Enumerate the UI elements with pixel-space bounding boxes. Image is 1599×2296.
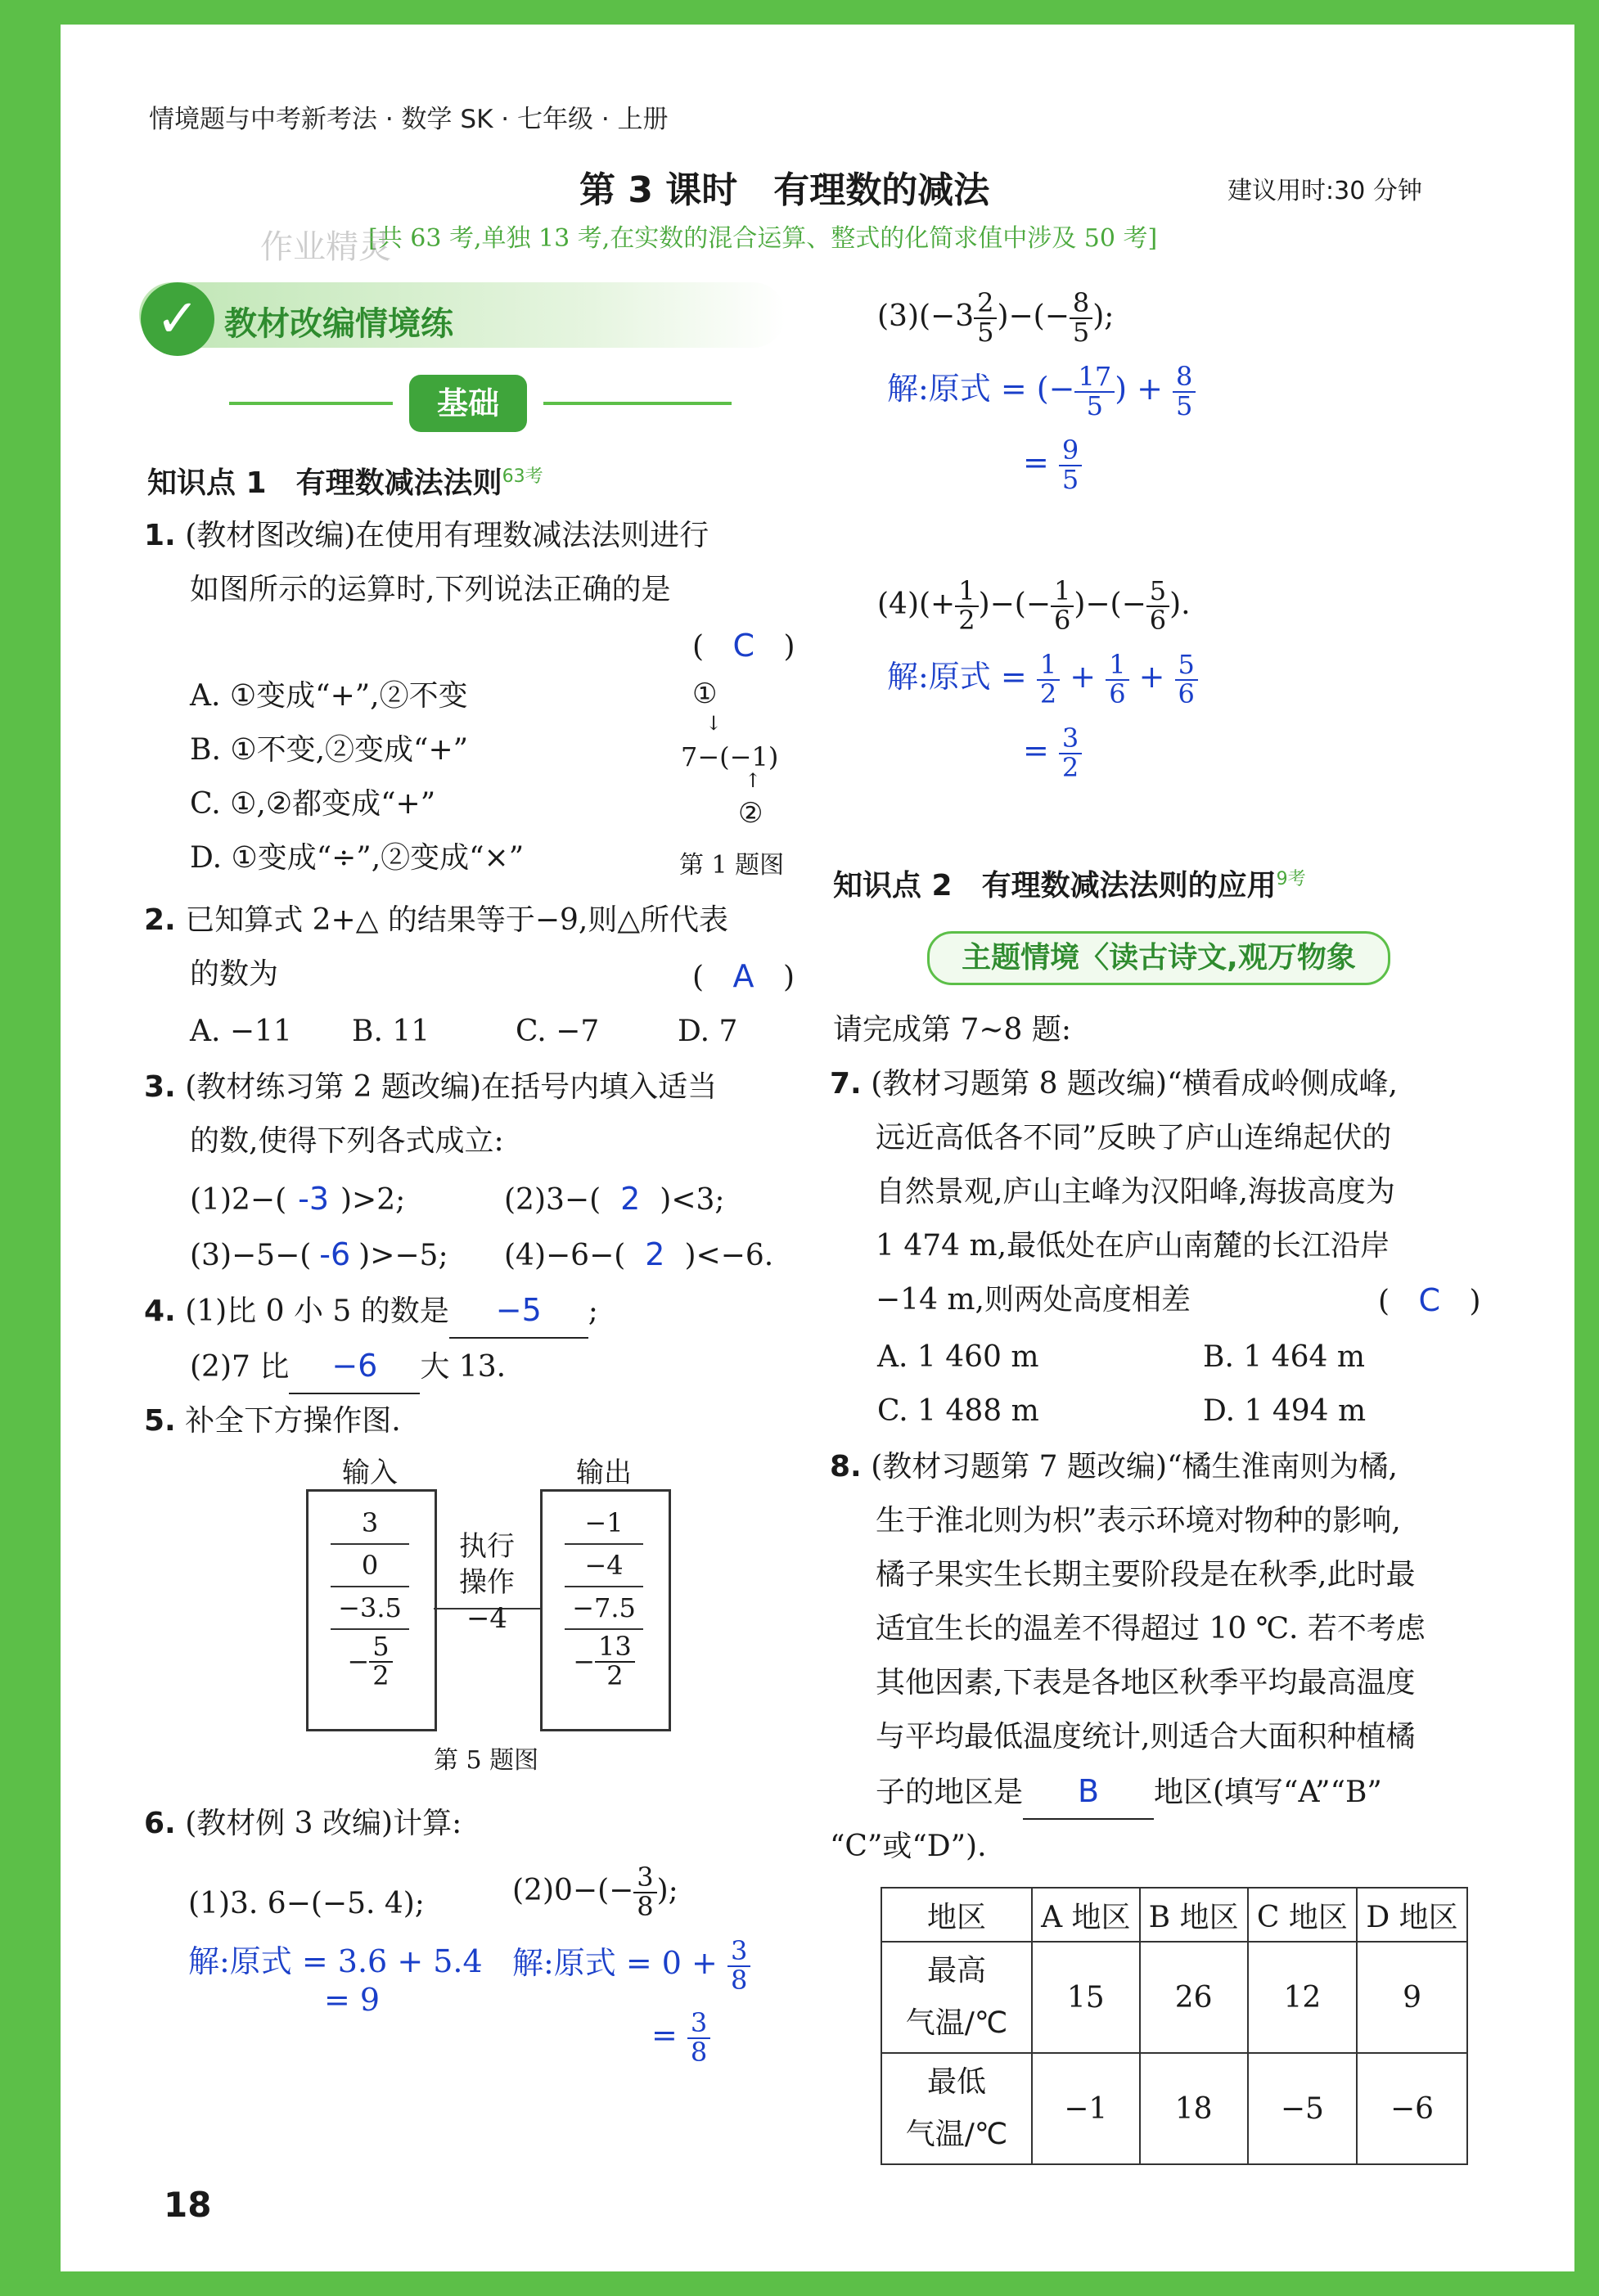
frac-den: 2 xyxy=(1039,678,1057,709)
q2-option-a: A. −11 xyxy=(190,1015,292,1048)
q7-number: 7. xyxy=(830,1067,862,1101)
theme-text: 读古诗文,观万物象 xyxy=(1109,941,1356,975)
frac-den: 5 xyxy=(1072,317,1090,348)
question-1 xyxy=(144,509,799,617)
book-title: 情境题与中考新考法 · 数学 SK · 七年级 · 上册 xyxy=(149,105,669,134)
q3-p1-suffix: )>2; xyxy=(340,1183,406,1217)
table-cell: −5 xyxy=(1248,2053,1357,2164)
label-line: 最高 xyxy=(926,1954,986,1988)
table-header: 地区 xyxy=(881,1888,1032,1942)
q2-line2: 的数为 xyxy=(190,957,279,991)
q3-p2-suffix: )<3; xyxy=(660,1183,725,1217)
q4-number: 4. xyxy=(144,1294,176,1328)
q3-line2: 的数,使得下列各式成立: xyxy=(190,1124,504,1158)
label-line: 最低 xyxy=(926,2065,986,2099)
q2-number: 2. xyxy=(144,903,176,937)
kp1-label: 知识点 1 有理数减法法则 xyxy=(147,466,502,500)
frac-den: 6 xyxy=(1053,605,1071,636)
q6-text: (教材例 3 改编)计算: xyxy=(185,1807,462,1840)
q6-number: 6. xyxy=(144,1807,176,1840)
watermark: 作业精灵 xyxy=(260,228,391,266)
q6-p4-suffix: ). xyxy=(1169,588,1191,621)
frac-num: 1 xyxy=(955,578,978,607)
q6-p2-suffix: ); xyxy=(656,1874,678,1907)
q7-answer: C xyxy=(1418,1282,1441,1318)
label-line: 气温/℃ xyxy=(905,2118,1008,2151)
q3-p3-suffix: )>−5; xyxy=(358,1239,448,1272)
q6-p4-solution: 解:原式 = $\frac{1}{2}$ + $\frac{1}{6}$ + $\frac{5}{6}$ xyxy=(887,651,1198,708)
q2-answer-bracket xyxy=(692,949,795,1005)
q1-fig-marker-2: ② xyxy=(738,797,763,830)
checkmark-icon: ✓ xyxy=(141,282,214,356)
q8-line5: 其他因素,下表是各地区秋季平均最高温度 xyxy=(876,1666,1416,1699)
q4-part2 xyxy=(190,1339,506,1394)
q5-input-2: 0 xyxy=(331,1545,409,1587)
q8-number: 8. xyxy=(830,1450,862,1483)
q3-part3 xyxy=(190,1227,448,1283)
frac-den: 5 xyxy=(1086,389,1103,421)
q4-p1-answer: −5 xyxy=(449,1283,588,1339)
q5-output-1: −1 xyxy=(565,1502,643,1545)
q6-p4-sol-label: 解:原式 = xyxy=(887,659,1027,696)
q7-option-c: C. 1 488 m xyxy=(877,1394,1039,1428)
q5-text: 补全下方操作图. xyxy=(185,1404,401,1438)
suggested-time: 建议用时:30 分钟 xyxy=(1227,177,1422,205)
q3-part1 xyxy=(190,1172,405,1227)
q8-line1: (教材习题第 7 题改编)“橘生淮南则为橘, xyxy=(871,1450,1398,1483)
table-row xyxy=(881,1942,1467,2053)
q6-p1-solution: 解:原式 = 3.6 + 5.4 xyxy=(188,1943,483,1979)
q7-option-d: D. 1 494 m xyxy=(1203,1394,1367,1428)
q1-fig-caption: 第 1 题图 xyxy=(679,851,785,880)
q6-p3-solution xyxy=(887,363,1196,420)
q7-line4: 1 474 m,最低处在庐山南麓的长江沿岸 xyxy=(876,1229,1390,1263)
q3-p4-suffix: )<−6. xyxy=(684,1239,774,1272)
q4-p1-prefix: (1)比 0 小 5 的数是 xyxy=(185,1294,449,1328)
frac-den: 2 xyxy=(1061,751,1079,783)
frac-num: 9 xyxy=(1059,437,1082,466)
q5-number: 5. xyxy=(144,1404,176,1438)
table-row-label xyxy=(881,2053,1032,2164)
q1-answer: C xyxy=(732,628,755,664)
q5-output-2: −4 xyxy=(565,1545,643,1587)
kp2-count: 9考 xyxy=(1276,869,1306,889)
kp1-title xyxy=(147,460,543,502)
table-cell: −1 xyxy=(1032,2053,1140,2164)
lesson-title: 第 3 课时 有理数的减法 xyxy=(579,169,990,211)
q3-part2 xyxy=(504,1172,725,1227)
frac-den: 2 xyxy=(958,605,975,636)
table-header: B 地区 xyxy=(1140,1888,1248,1942)
q6-p2-solution xyxy=(512,1935,750,1996)
q1-number: 1. xyxy=(144,519,176,552)
q6-p1-result: = 9 xyxy=(324,1982,381,2018)
q1-answer-bracket xyxy=(692,619,795,674)
question-6 xyxy=(144,1797,462,1851)
q5-op-line2: 操作 xyxy=(459,1566,515,1599)
frac-den: 6 xyxy=(1178,678,1195,709)
frac-num: 1 xyxy=(1106,651,1128,681)
q3-p1-prefix: (1)2−( xyxy=(190,1183,287,1217)
q3-part4 xyxy=(504,1227,773,1283)
q6-p2-sol-label: 解:原式 = 0 + xyxy=(512,1945,718,1982)
table-cell: 18 xyxy=(1140,2053,1248,2164)
exam-stat: [共 63 考,单独 13 考,在实数的混合运算、整式的化简求值中涉及 50 考] xyxy=(368,224,1158,253)
frac-num: 2 xyxy=(974,290,997,319)
q3-number: 3. xyxy=(144,1070,176,1104)
frac-num: 1 xyxy=(1037,651,1060,681)
q3-p4-answer: 2 xyxy=(645,1236,665,1272)
q3-p2-answer: 2 xyxy=(620,1181,641,1217)
q3-p4-prefix: (4)−6−( xyxy=(504,1239,626,1272)
q7-line1: (教材习题第 8 题改编)“横看成岭侧成峰, xyxy=(871,1067,1398,1101)
paren-close: ) xyxy=(783,630,795,664)
q1-option-b: B. ①不变,②变成“+” xyxy=(190,733,469,767)
q5-input-label: 输入 xyxy=(342,1456,398,1489)
theme-intro: 请完成第 7~8 题: xyxy=(833,1013,1071,1047)
question-4 xyxy=(144,1283,598,1339)
q8-last-suffix: 地区(填写“A”“B” xyxy=(1154,1776,1382,1809)
table-cell: 12 xyxy=(1248,1942,1357,2053)
temperature-table xyxy=(881,1887,1468,2165)
question-8 xyxy=(830,1440,1501,1874)
q5-op-value: −4 xyxy=(466,1602,508,1635)
q5-output-label: 输出 xyxy=(576,1456,632,1489)
q6-p3-sol-mid: ) + xyxy=(1115,371,1163,407)
divider xyxy=(229,402,393,405)
page-border xyxy=(25,25,61,2271)
arrow-down-icon: ↓ xyxy=(705,712,723,735)
q7-line2: 远近高低各不同”反映了庐山连绵起伏的 xyxy=(876,1121,1392,1155)
q6-part1: (1)3. 6−(−5. 4); xyxy=(188,1887,425,1920)
q6-p4-mid2: )−(− xyxy=(1074,588,1146,621)
table-header: A 地区 xyxy=(1032,1888,1140,1942)
q5-inputs xyxy=(331,1502,409,1690)
frac-den: 8 xyxy=(731,1964,748,1996)
paren-close: ) xyxy=(1469,1285,1481,1318)
frac-num: 3 xyxy=(1059,725,1082,754)
question-3 xyxy=(144,1060,799,1168)
theme-label: 主题情境 xyxy=(962,941,1080,975)
frac-num: 5 xyxy=(369,1633,392,1663)
divider xyxy=(543,402,732,405)
kp2-label: 知识点 2 有理数减法法则的应用 xyxy=(833,869,1277,903)
q6-p3-prefix: (3)(−3 xyxy=(877,299,975,333)
frac-den: 5 xyxy=(1061,463,1079,495)
frac-den: 5 xyxy=(1176,389,1193,421)
table-header-row xyxy=(881,1888,1467,1942)
frac-den: 8 xyxy=(690,2036,708,2068)
frac-num: 3 xyxy=(687,2010,710,2039)
q6-p4-result: = $\frac{3}{2}$ xyxy=(1023,725,1082,781)
q3-p3-prefix: (3)−5−( xyxy=(190,1239,312,1272)
q3-p3-answer: -6 xyxy=(319,1236,351,1272)
q1-line2: 如图所示的运算时,下列说法正确的是 xyxy=(190,573,671,606)
paren-close: ) xyxy=(782,961,795,994)
q7-line5: −14 m,则两处高度相差 xyxy=(876,1283,1191,1317)
frac-num: 1 xyxy=(1051,578,1074,607)
q6-p4-mid1: )−(− xyxy=(978,588,1051,621)
arrow-up-icon: ↑ xyxy=(745,769,762,792)
q1-option-d: D. ①变成“÷”,②变成“×” xyxy=(190,841,525,875)
q2-option-d: D. 7 xyxy=(678,1015,738,1048)
q2-option-b: B. 11 xyxy=(352,1015,430,1048)
q1-line1: (教材图改编)在使用有理数减法法则进行 xyxy=(185,519,709,552)
q6-part2 xyxy=(512,1864,678,1921)
page-number: 18 xyxy=(164,2185,212,2225)
q5-input-1: 3 xyxy=(331,1502,409,1545)
q5-input-3: −3.5 xyxy=(331,1587,409,1630)
q1-option-a: A. ①变成“+”,②不变 xyxy=(190,679,468,713)
table-header: C 地区 xyxy=(1248,1888,1357,1942)
frac-num: 3 xyxy=(727,1938,750,1967)
paren-open: ( xyxy=(1378,1285,1390,1318)
kp2-title xyxy=(833,862,1306,904)
section-title: 教材改编情境练 xyxy=(224,305,453,343)
q6-part4 xyxy=(877,575,1191,636)
table-header: D 地区 xyxy=(1357,1888,1467,1942)
table-cell: −6 xyxy=(1357,2053,1467,2164)
q6-p3-result: = $\frac{9}{5}$ xyxy=(1023,437,1082,493)
table-cell: 26 xyxy=(1140,1942,1248,2053)
table-row-label xyxy=(881,1942,1032,2053)
frac-den: 5 xyxy=(977,317,994,348)
q6-p3-mid: )−(− xyxy=(997,299,1070,333)
q6-p4-prefix: (4)(+ xyxy=(877,588,956,621)
paren-open: ( xyxy=(692,630,705,664)
frac-den: 6 xyxy=(1149,605,1167,636)
paren-open: ( xyxy=(692,961,705,994)
q3-p1-answer: -3 xyxy=(298,1181,329,1217)
q1-options xyxy=(190,669,524,885)
q1-fig-expr: 7−(−1) xyxy=(681,741,779,772)
q3-p2-prefix: (2)3−( xyxy=(504,1183,601,1217)
theme-banner: 主题情境〈读古诗文,观万物象 xyxy=(927,931,1390,985)
frac-den: 8 xyxy=(637,1891,654,1922)
frac-num: 3 xyxy=(633,1864,656,1893)
q2-option-c: C. −7 xyxy=(516,1015,600,1048)
q6-part3 xyxy=(877,287,1115,348)
q7-option-a: A. 1 460 m xyxy=(877,1340,1039,1374)
q7-option-b: B. 1 464 m xyxy=(1203,1340,1365,1374)
q5-caption: 第 5 题图 xyxy=(434,1746,539,1775)
frac-num: 5 xyxy=(1175,651,1198,681)
frac-den: 2 xyxy=(606,1659,624,1691)
q5-output-4 xyxy=(565,1630,643,1690)
q1-fig-marker-1: ① xyxy=(692,678,718,710)
q8-line6: 与平均最低温度统计,则适合大面积种植橘 xyxy=(876,1720,1416,1754)
q5-input-4 xyxy=(331,1630,409,1690)
q8-answer: B xyxy=(1023,1764,1154,1820)
q4-p1-suffix: ; xyxy=(588,1294,598,1328)
table-cell: 15 xyxy=(1032,1942,1140,2053)
q6-p2-result: = $\frac{3}{8}$ xyxy=(651,2010,710,2066)
frac-num: 17 xyxy=(1074,363,1115,393)
q5-outputs xyxy=(565,1502,643,1690)
q3-line1: (教材练习第 2 题改编)在括号内填入适当 xyxy=(185,1070,718,1104)
q5-operation xyxy=(457,1528,517,1636)
kp1-count: 63考 xyxy=(502,466,543,487)
q6-p3-sol-label: 解:原式 = (− xyxy=(887,371,1075,407)
q5-op-line1: 执行 xyxy=(459,1530,515,1563)
q4-p2-suffix: 大 13. xyxy=(420,1350,507,1384)
level-badge: 基础 xyxy=(409,375,527,432)
q8-line4: 适宜生长的温差不得超过 10 ℃. 若不考虑 xyxy=(876,1612,1426,1645)
table-cell: 9 xyxy=(1357,1942,1467,2053)
frac-num: 5 xyxy=(1146,578,1169,607)
q1-option-c: C. ①,②都变成“+” xyxy=(190,787,436,821)
q8-line3: 橘子果实生长期主要阶段是在秋季,此时最 xyxy=(876,1558,1416,1591)
table-row xyxy=(881,2053,1467,2164)
frac-sign: − xyxy=(573,1645,596,1677)
q2-line1: 已知算式 2+△ 的结果等于−9,则△所代表 xyxy=(185,903,729,937)
q5-output-3: −7.5 xyxy=(565,1587,643,1630)
q8-last-prefix: 子的地区是 xyxy=(876,1776,1024,1809)
q8-last-line: “C”或“D”). xyxy=(830,1830,987,1863)
frac-sign: − xyxy=(347,1645,370,1677)
q7-answer-bracket xyxy=(1378,1273,1481,1329)
q2-answer: A xyxy=(732,958,754,994)
q6-p3-suffix: ); xyxy=(1092,299,1115,333)
q8-line2: 生于淮北则为枳”表示环境对物种的影响, xyxy=(876,1504,1401,1537)
frac-num: 13 xyxy=(595,1633,635,1663)
frac-den: 2 xyxy=(372,1659,390,1691)
q4-p2-prefix: (2)7 比 xyxy=(190,1350,290,1384)
q4-p2-answer: −6 xyxy=(289,1339,420,1394)
label-line: 气温/℃ xyxy=(905,2006,1008,2040)
q6-p2-prefix: (2)0−(− xyxy=(512,1874,634,1907)
frac-num: 8 xyxy=(1070,290,1092,319)
question-5 xyxy=(144,1394,401,1448)
frac-den: 6 xyxy=(1109,678,1126,709)
q7-line3: 自然景观,庐山主峰为汉阳峰,海拔高度为 xyxy=(876,1175,1395,1209)
frac-num: 8 xyxy=(1173,363,1196,393)
